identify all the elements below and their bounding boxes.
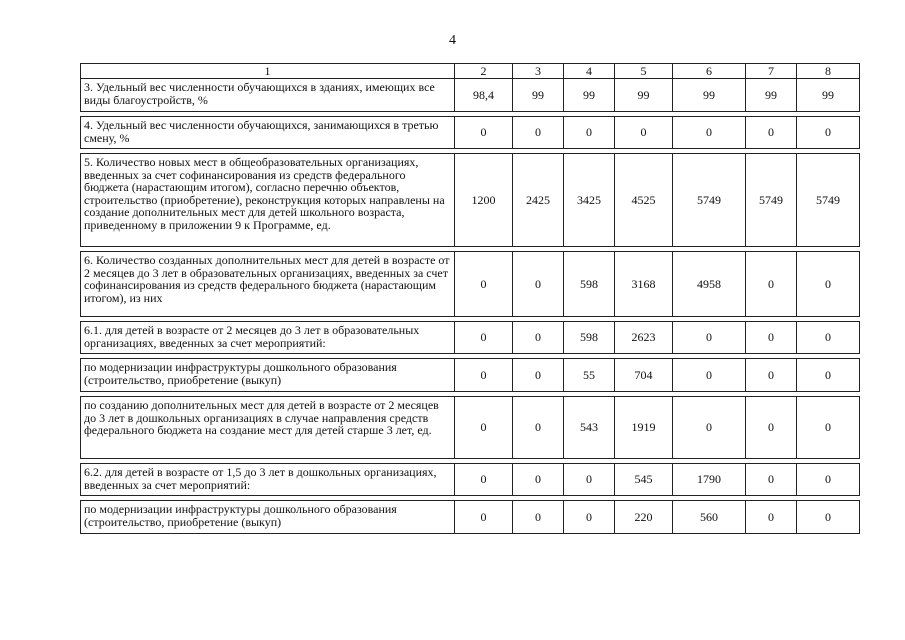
indicator-label: 4. Удельный вес численности обучающихся, занимающихся в третью смену, % bbox=[81, 117, 455, 149]
table-row bbox=[81, 501, 860, 534]
indicator-label: 6.2. для детей в возрасте от 1,5 до 3 лет в дошкольных организациях, введенных за счет мероприятий: bbox=[81, 464, 455, 496]
indicator-value: 99 bbox=[564, 79, 615, 112]
indicator-label: 5. Количество новых мест в общеобразовательных организациях, введенных за счет софинансирования из средств федерального бюджета (нарастающим итогом), согласно перечню объектов, строительство (приобретение), реконструкция которых направлены на создание дополнительных мест для детей школьного возраста, приведенному в приложении 9 к Программе, ед. bbox=[81, 154, 455, 247]
indicator-value: 0 bbox=[564, 501, 615, 534]
indicator-value: 0 bbox=[513, 464, 564, 496]
indicator-value: 0 bbox=[455, 359, 513, 392]
indicator-value: 0 bbox=[564, 117, 615, 149]
indicator-value: 4525 bbox=[615, 154, 673, 247]
indicator-value: 0 bbox=[615, 117, 673, 149]
table-row bbox=[81, 154, 860, 247]
indicator-value: 0 bbox=[797, 322, 860, 354]
indicator-value: 0 bbox=[746, 117, 797, 149]
column-header: 2 bbox=[455, 64, 513, 79]
indicator-value: 0 bbox=[673, 117, 746, 149]
column-header: 8 bbox=[797, 64, 860, 79]
indicator-label: 3. Удельный вес численности обучающихся в зданиях, имеющих все виды благоустройств, % bbox=[81, 79, 455, 112]
column-header: 7 bbox=[746, 64, 797, 79]
indicator-value: 99 bbox=[746, 79, 797, 112]
indicator-value: 0 bbox=[797, 117, 860, 149]
column-header: 4 bbox=[564, 64, 615, 79]
indicator-value: 0 bbox=[746, 397, 797, 459]
indicator-value: 220 bbox=[615, 501, 673, 534]
indicator-value: 99 bbox=[513, 79, 564, 112]
column-header: 6 bbox=[673, 64, 746, 79]
indicator-value: 4958 bbox=[673, 252, 746, 317]
indicator-value: 2425 bbox=[513, 154, 564, 247]
indicator-value: 0 bbox=[797, 359, 860, 392]
indicator-value: 545 bbox=[615, 464, 673, 496]
indicator-value: 98,4 bbox=[455, 79, 513, 112]
table-header-row bbox=[81, 64, 860, 79]
indicator-value: 1919 bbox=[615, 397, 673, 459]
indicator-value: 3168 bbox=[615, 252, 673, 317]
indicator-value: 0 bbox=[513, 322, 564, 354]
indicator-value: 0 bbox=[797, 501, 860, 534]
indicator-value: 0 bbox=[797, 464, 860, 496]
indicator-value: 3425 bbox=[564, 154, 615, 247]
indicator-value: 5749 bbox=[673, 154, 746, 247]
indicator-value: 0 bbox=[513, 117, 564, 149]
indicator-label: по модернизации инфраструктуры дошкольного образования (строительство, приобретение (выкуп) bbox=[81, 501, 455, 534]
column-header: 5 bbox=[615, 64, 673, 79]
indicators-table bbox=[80, 63, 860, 534]
indicator-value: 0 bbox=[455, 322, 513, 354]
column-header: 3 bbox=[513, 64, 564, 79]
indicator-value: 0 bbox=[455, 117, 513, 149]
indicator-label: 6.1. для детей в возрасте от 2 месяцев до 3 лет в образовательных организациях, введенных за счет мероприятий: bbox=[81, 322, 455, 354]
indicator-value: 0 bbox=[455, 252, 513, 317]
indicator-label: по модернизации инфраструктуры дошкольного образования (строительство, приобретение (выкуп) bbox=[81, 359, 455, 392]
indicator-value: 0 bbox=[513, 252, 564, 317]
indicator-value: 5749 bbox=[797, 154, 860, 247]
indicator-value: 0 bbox=[673, 397, 746, 459]
indicator-value: 0 bbox=[513, 501, 564, 534]
indicator-value: 0 bbox=[513, 397, 564, 459]
table-row bbox=[81, 397, 860, 459]
indicator-value: 55 bbox=[564, 359, 615, 392]
indicator-value: 99 bbox=[673, 79, 746, 112]
indicator-value: 99 bbox=[797, 79, 860, 112]
table-row bbox=[81, 322, 860, 354]
page-number: 4 bbox=[449, 33, 456, 48]
indicator-value: 0 bbox=[455, 397, 513, 459]
table-row bbox=[81, 359, 860, 392]
indicator-value: 0 bbox=[746, 322, 797, 354]
indicator-value: 0 bbox=[746, 252, 797, 317]
table-row bbox=[81, 117, 860, 149]
indicator-label: по созданию дополнительных мест для детей в возрасте от 2 месяцев до 3 лет в дошкольных организациях в случае направления средств федерального бюджета на создание мест для детей старше 3 лет, ед. bbox=[81, 397, 455, 459]
table-row bbox=[81, 79, 860, 112]
indicator-value: 0 bbox=[673, 359, 746, 392]
table-row bbox=[81, 252, 860, 317]
indicator-value: 5749 bbox=[746, 154, 797, 247]
indicator-value: 598 bbox=[564, 322, 615, 354]
indicator-value: 704 bbox=[615, 359, 673, 392]
indicator-value: 0 bbox=[513, 359, 564, 392]
indicator-value: 0 bbox=[564, 464, 615, 496]
indicator-value: 1200 bbox=[455, 154, 513, 247]
indicator-value: 1790 bbox=[673, 464, 746, 496]
indicator-value: 0 bbox=[455, 464, 513, 496]
indicator-value: 0 bbox=[455, 501, 513, 534]
indicator-label: 6. Количество созданных дополнительных мест для детей в возрасте от 2 месяцев до 3 лет в образовательных организациях, введенных за счет софинансирования из средств федерального бюджета (нарастающим итогом), из них bbox=[81, 252, 455, 317]
indicator-value: 598 bbox=[564, 252, 615, 317]
indicator-value: 0 bbox=[673, 322, 746, 354]
indicator-value: 0 bbox=[746, 501, 797, 534]
indicator-value: 0 bbox=[746, 359, 797, 392]
column-header: 1 bbox=[81, 64, 455, 79]
indicator-value: 0 bbox=[746, 464, 797, 496]
indicator-value: 99 bbox=[615, 79, 673, 112]
indicator-value: 0 bbox=[797, 397, 860, 459]
indicator-value: 2623 bbox=[615, 322, 673, 354]
indicator-value: 543 bbox=[564, 397, 615, 459]
indicator-value: 560 bbox=[673, 501, 746, 534]
table-row bbox=[81, 464, 860, 496]
indicator-value: 0 bbox=[797, 252, 860, 317]
